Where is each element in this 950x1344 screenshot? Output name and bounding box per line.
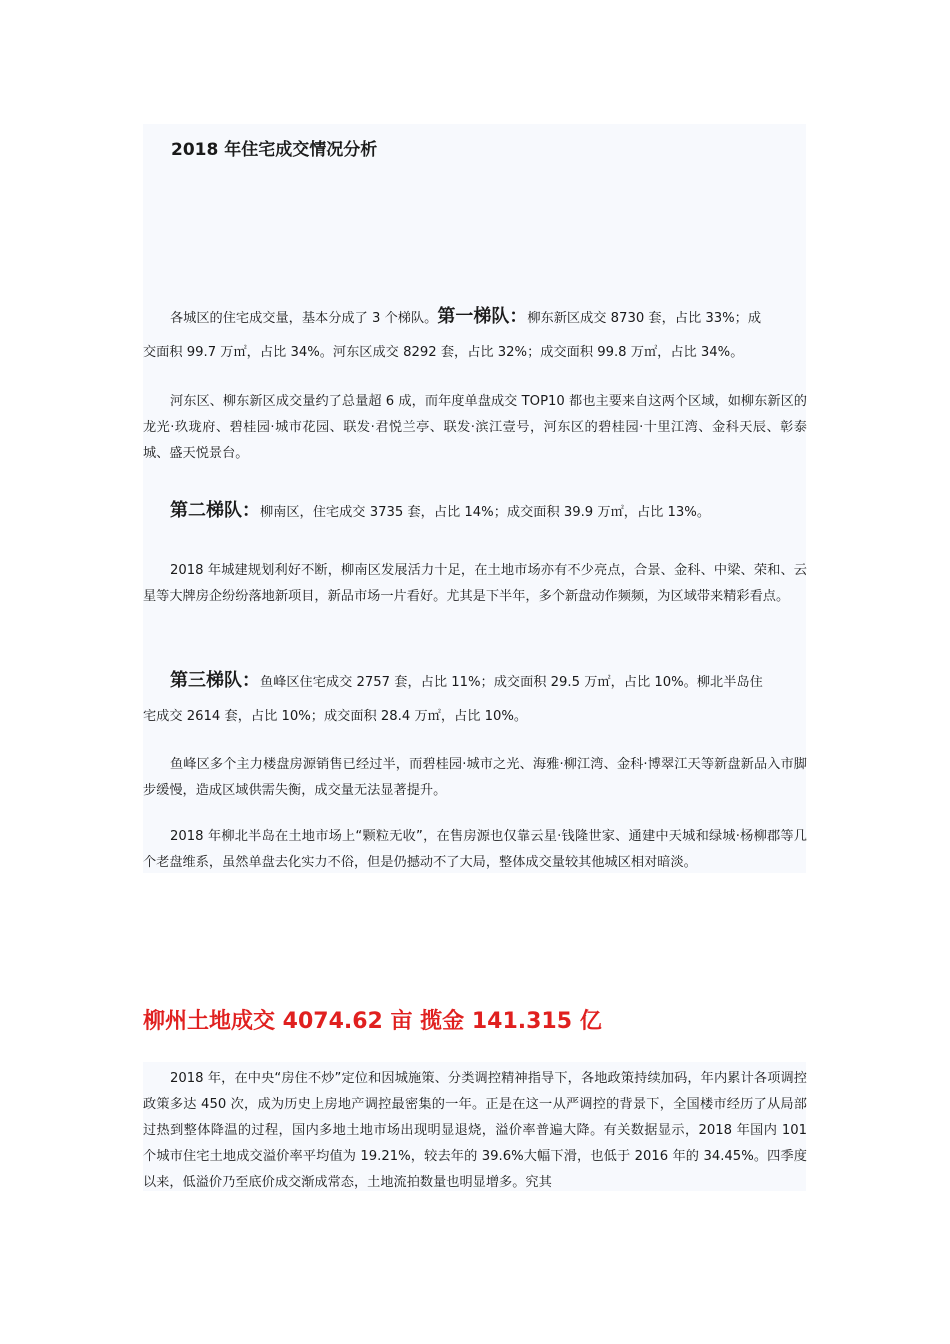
tier-1-label: 第一梯队： <box>437 306 528 327</box>
tier-3-label: 第三梯队： <box>170 670 260 691</box>
paragraph-tier-2-text: 柳南区，住宅成交 3735 套，占比 14%；成交面积 39.9 万㎡，占比 13%。 <box>260 505 711 520</box>
paragraph-6: 鱼峰区多个主力楼盘房源销售已经过半，而碧桂园·城市之光、海雅·柳江湾、金科·博翠江天等新盘新品入市脚步缓慢，造成区域供需失衡，成交量无法显著提升。 <box>143 757 807 798</box>
paragraph-4: 2018 年城建规划利好不断，柳南区发展活力十足，在土地市场亦有不少亮点，合景、金科、中梁、荣和、云星等大牌房企纷纷落地新项目，新品市场一片看好。尤其是下半年，多个新盘动作频频，为区域带来精彩看点。 <box>143 563 807 604</box>
paragraph-tier-3-line1: 鱼峰区住宅成交 2757 套，占比 11%；成交面积 29.5 万㎡，占比 10%。柳北半岛住 <box>260 675 763 690</box>
paragraph-2: 河东区、柳东新区成交量约了总量超 6 成，而年度单盘成交 TOP10 都也主要来自这两个区域，如柳东新区的龙光·玖珑府、碧桂园·城市花园、联发·君悦兰亭、联发·滨江壹号，河东区的碧桂园·十里江湾、金科天辰、彰泰城、盛天悦景台。 <box>143 394 807 461</box>
paragraph-tier-1 <box>143 304 807 332</box>
paragraph-tier-1-intro: 各城区的住宅成交量，基本分成了 3 个梯队。 <box>170 311 438 326</box>
section-2-title: 柳州土地成交 4074.62 亩 揽金 141.315 亿 <box>143 1009 602 1034</box>
section-1-title: 2018 年住宅成交情况分析 <box>171 140 378 160</box>
paragraph-tier-3-line2: 宅成交 2614 套，占比 10%；成交面积 28.4 万㎡，占比 10%。 <box>143 709 528 724</box>
tier-2-label: 第二梯队： <box>170 500 260 521</box>
paragraph-tier-3 <box>143 668 807 696</box>
paragraph-tier-2 <box>143 498 807 526</box>
paragraph-7: 2018 年柳北半岛在土地市场上“颗粒无收”，在售房源也仅靠云星·钱隆世家、通建中天城和绿城·杨柳郡等几个老盘维系，虽然单盘去化实力不俗，但是仍撼动不了大局，整体成交量较其他城区相对暗淡。 <box>143 829 807 870</box>
paragraph-tier-1-line2: 交面积 99.7 万㎡，占比 34%。河东区成交 8292 套，占比 32%；成交面积 99.8 万㎡，占比 34%。 <box>143 345 744 360</box>
paragraph-tier-1-line1: 柳东新区成交 8730 套，占比 33%；成 <box>527 311 762 326</box>
section-2-paragraph-1: 2018 年，在中央“房住不炒”定位和因城施策、分类调控精神指导下，各地政策持续加码，年内累计各项调控政策多达 450 次，成为历史上房地产调控最密集的一年。正是在这一从严调控的背景下，全国楼市经历了从局部过热到整体降温的过程，国内多地土地市场出现明显退烧，溢价率普遍大降。有关数据显示，2018 年国内 101 个城市住宅土地成交溢价率平均值为 19.21%，较去年的 39.6%大幅下滑，也低于 2016 年的 34.45%。四季度以来，低溢价乃至底价成交渐成常态，土地流拍数量也明显增多。究其 <box>143 1071 807 1190</box>
